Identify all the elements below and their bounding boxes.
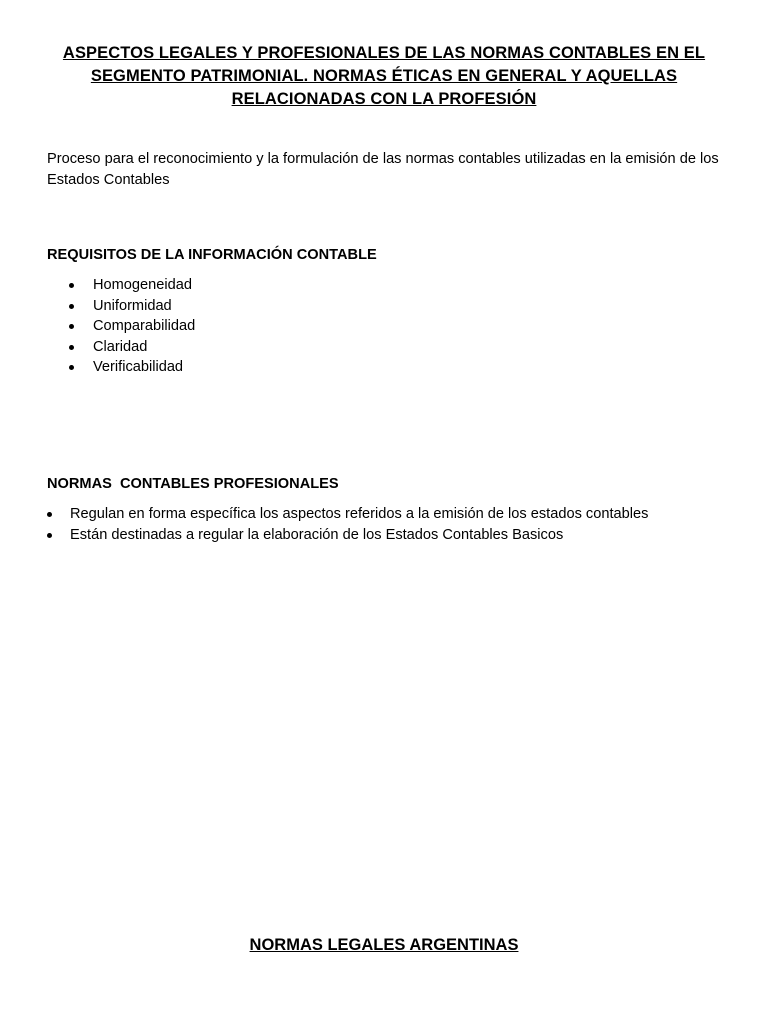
list-item xyxy=(93,357,195,378)
requisitos-list xyxy=(93,275,195,378)
list-item-text: Regulan en forma específica los aspectos referidos a la emisión de los estados contables xyxy=(70,506,649,522)
list-item xyxy=(93,296,195,317)
list-item xyxy=(70,504,648,525)
list-item-text: Homogeneidad xyxy=(93,277,192,293)
bullet-icon xyxy=(69,345,74,350)
list-item xyxy=(93,316,195,337)
bullet-icon xyxy=(69,283,74,288)
normas-profesionales-list xyxy=(70,504,648,545)
list-item xyxy=(93,275,195,296)
bullet-icon xyxy=(47,512,52,517)
list-item xyxy=(70,525,648,546)
list-item-text: Verificabilidad xyxy=(93,359,184,375)
bullet-icon xyxy=(69,304,74,309)
intro-paragraph: Proceso para el reconocimiento y la formulación de las normas contables utilizadas en la emisión de los Estados Contables xyxy=(47,151,719,188)
list-item xyxy=(93,337,195,358)
bullet-icon xyxy=(69,365,74,370)
section-heading-requisitos: REQUISITOS DE LA INFORMACIÓN CONTABLE xyxy=(47,247,377,263)
list-item-text: Uniformidad xyxy=(93,297,172,314)
document-title: ASPECTOS LEGALES Y PROFESIONALES DE LAS NORMAS CONTABLES EN EL SEGMENTO PATRIMONIAL. NORMAS ÉTICAS EN GENERAL Y AQUELLAS RELACIONADAS CON LA PROFESIÓN xyxy=(62,44,706,108)
section-heading-normas-profesionales: NORMAS CONTABLES PROFESIONALES xyxy=(47,476,339,492)
bullet-icon xyxy=(47,533,52,538)
normas-legales-title: NORMAS LEGALES ARGENTINAS xyxy=(249,936,519,954)
list-item-text: Están destinadas a regular la elaboración de los Estados Contables Basicos xyxy=(70,526,564,543)
list-item-text: Comparabilidad xyxy=(93,318,196,334)
list-item-text: Claridad xyxy=(93,338,148,355)
bullet-icon xyxy=(69,324,74,329)
